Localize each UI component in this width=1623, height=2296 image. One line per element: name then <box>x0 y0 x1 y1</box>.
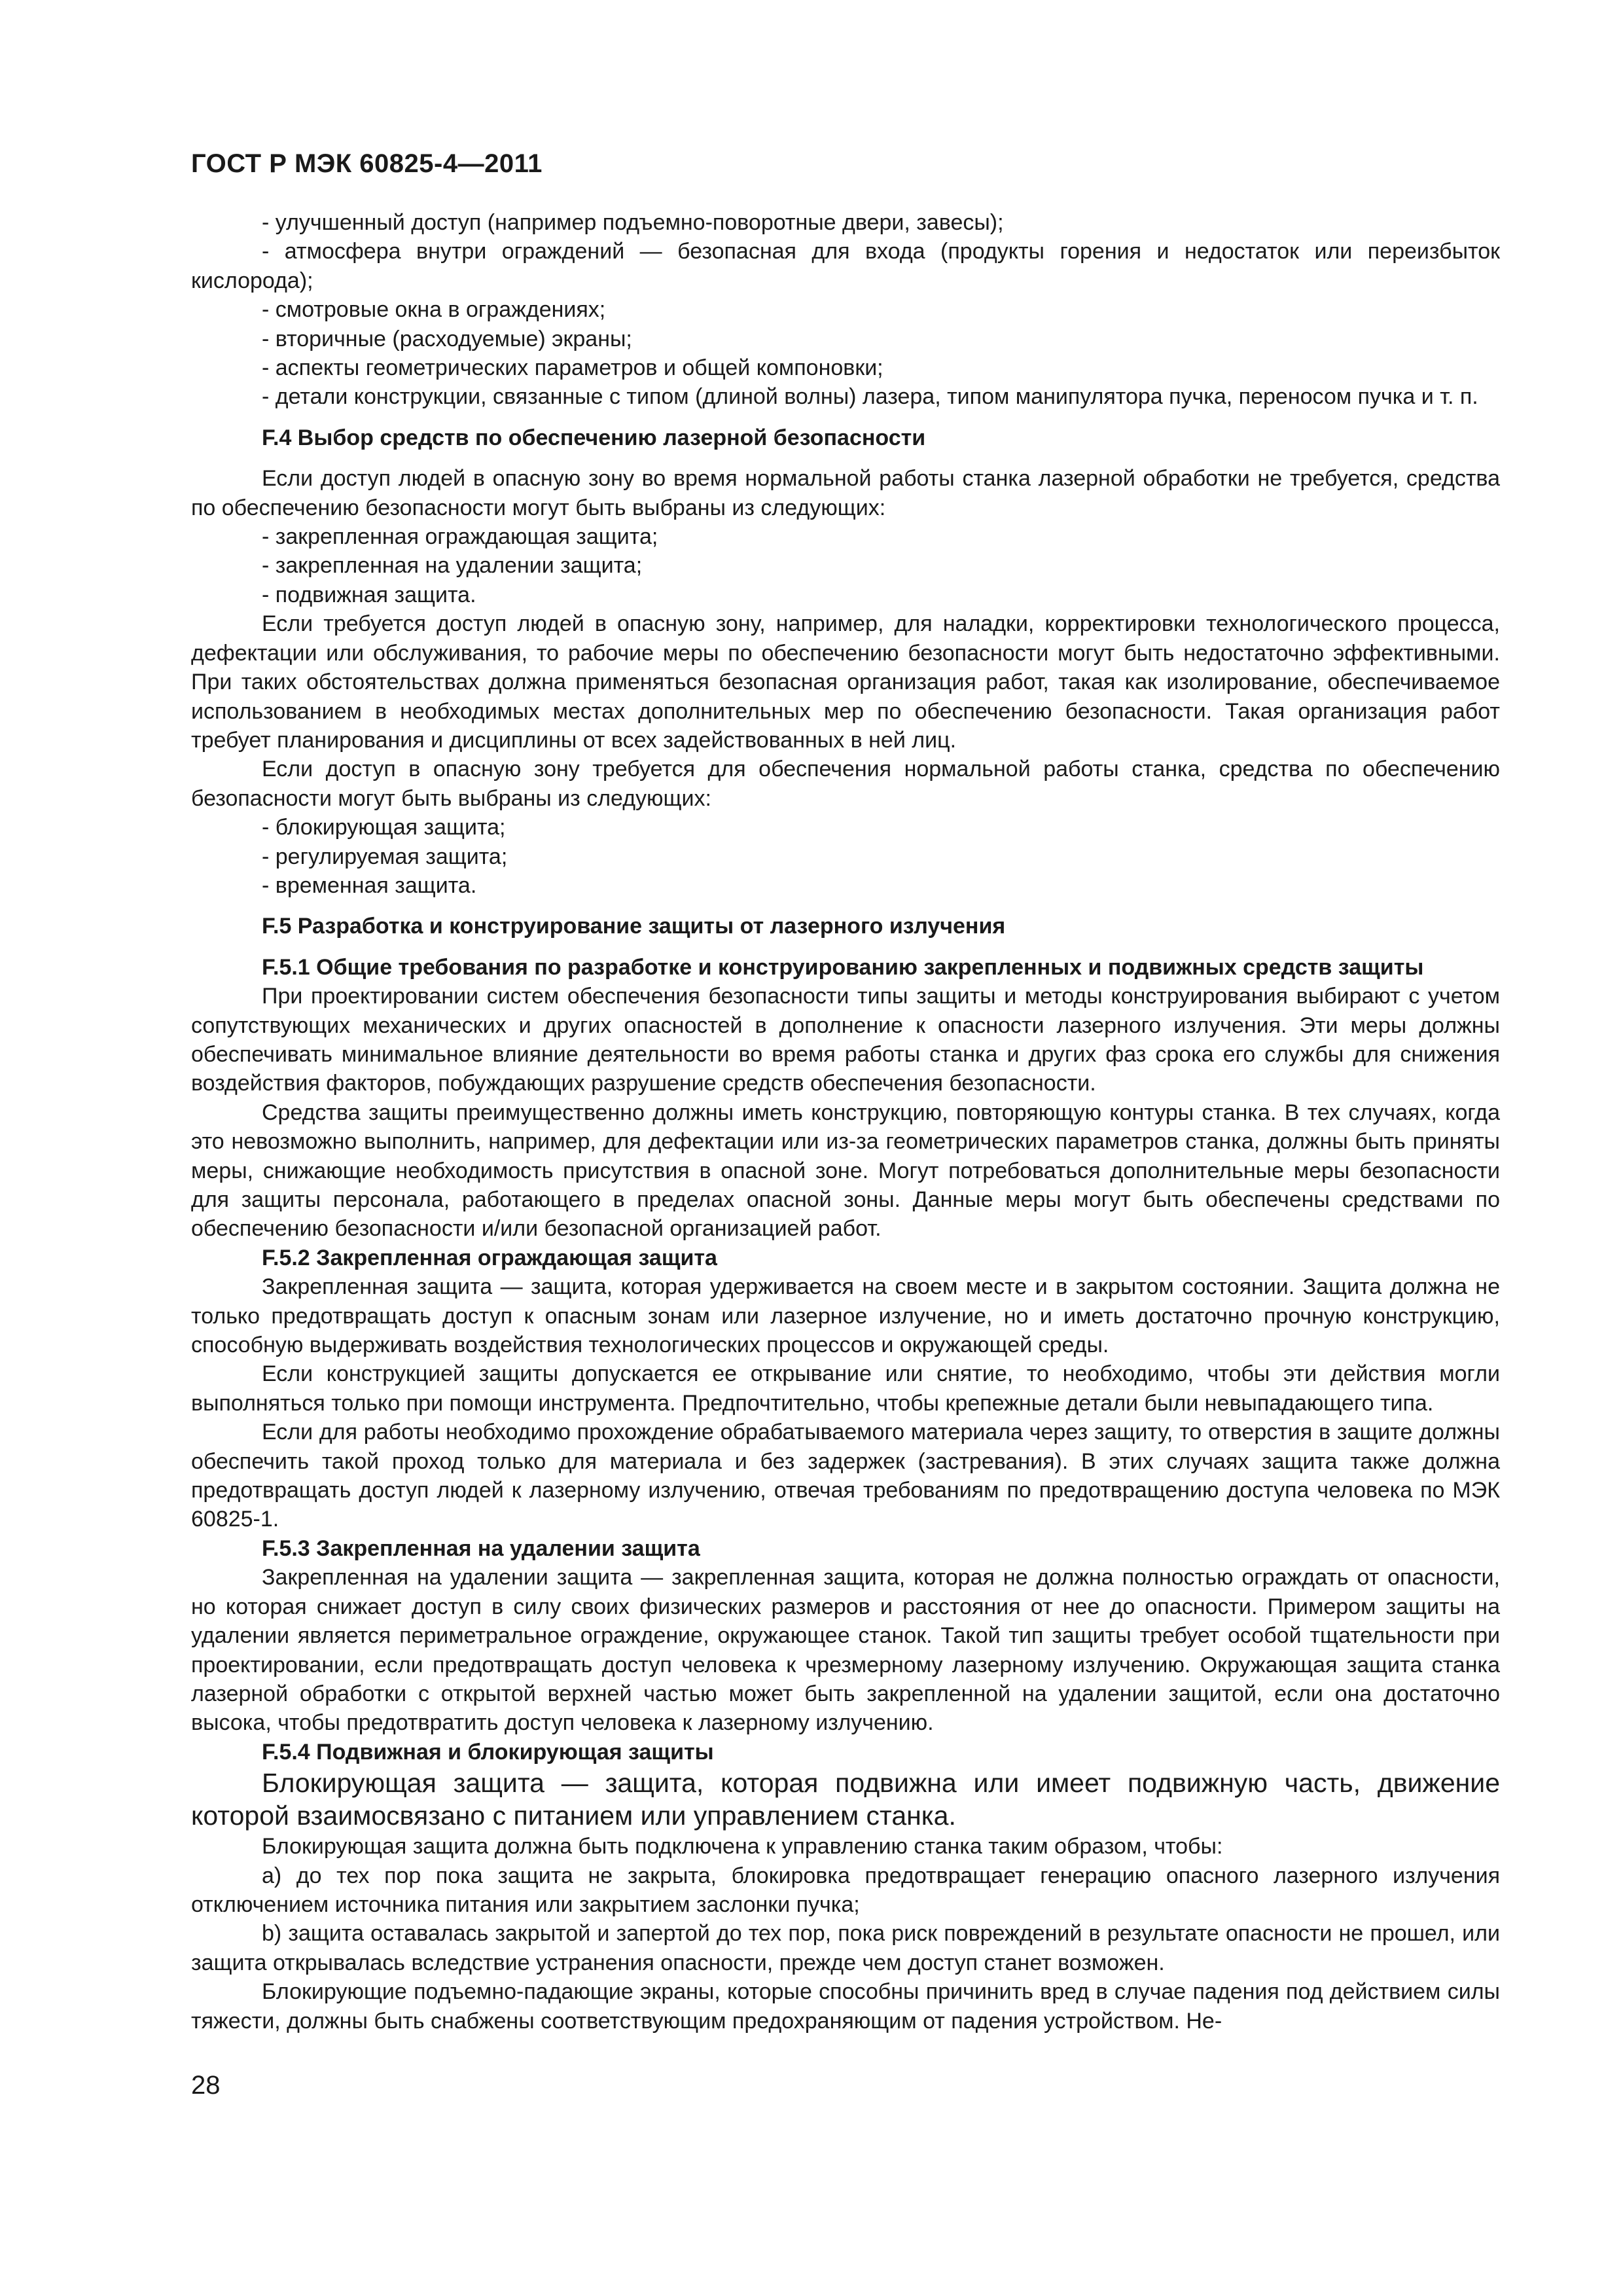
subsection-heading-f5-4: F.5.4 Подвижная и блокирующая защиты <box>262 1739 714 1765</box>
list-item-b: b) защита оставалась закрытой и запертой до тех пор, пока риск повреждений в результате опасности не прошел, или защита открывалась вследствие устранения опасности, прежде чем доступ станет возможен. <box>191 1921 1500 1975</box>
paragraph: Закрепленная на удалении защита — закрепленная защита, которая не должна полностью ограждать от опасности, но которая снижает доступ в силу своих физических размеров и расстояния от нее до опасности. Примером защиты на удалении является периметральное ограждение, окружающее станок. Такой тип защиты требует особой тщательности при проектировании, если предотвращать доступ человека к чрезмерному лазерному излучению. Окружающая защита станка лазерной обработки с открытой верхней частью может быть закрепленной на удалении защитой, если она достаточно высока, чтобы предотвратить доступ человека к лазерному излучению. <box>191 1565 1500 1736</box>
list-item: - закрепленная ограждающая защита; <box>262 524 658 550</box>
section-heading-f5: F.5 Разработка и конструирование защиты от лазерного излучения <box>262 914 1006 939</box>
paragraph: Если для работы необходимо прохождение обрабатываемого материала через защиту, то отверстия в защите должны обеспечить такой проход только для материала и без задержек (застревания). В этих случаях защита также должна предотвращать доступ людей к лазерному излучению, отвечая требованиям по предотвращению доступа человека по МЭК 60825-1. <box>191 1420 1500 1532</box>
list-item: - детали конструкции, связанные с типом (длиной волны) лазера, типом манипулятора пучка, переносом пучка и т. п. <box>262 384 1478 410</box>
list-item: - атмосфера внутри ограждений — безопасная для входа (продукты горения и недостаток или переизбыток кислорода); <box>191 239 1500 293</box>
subsection-heading-f5-1: F.5.1 Общие требования по разработке и конструированию закрепленных и подвижных средств защиты <box>262 954 1424 980</box>
list-item-a: а) до тех пор пока защита не закрыта, блокировка предотвращает генерацию опасного лазерного излучения отключением источника питания или закрытием заслонки пучка; <box>191 1863 1500 1917</box>
paragraph: Закрепленная защита — защита, которая удерживается на своем месте и в закрытом состоянии. Защита должна не только предотвращать доступ к опасным зонам или лазерное излучение, но и иметь достаточно прочную конструкцию, способную выдерживать воздействия технологических процессов и окружающей среды. <box>191 1274 1500 1358</box>
paragraph: Если требуется доступ людей в опасную зону, например, для наладки, корректировки технологического процесса, дефектации или обслуживания, то рабочие меры по обеспечению безопасности могут быть недостаточно эффективными. При таких обстоятельствах должна применяться безопасная организация работ, такая как изолирование, обеспечиваемое использованием в необходимых местах дополнительных мер по обеспечению безопасности. Такая организация работ требует планирования и дисциплины от всех задействованных в ней лиц. <box>191 611 1500 753</box>
list-item: - блокирующая защита; <box>262 815 506 840</box>
section-heading-f4: F.4 Выбор средств по обеспечению лазерной безопасности <box>262 425 926 450</box>
subsection-heading-f5-3: F.5.3 Закрепленная на удалении защита <box>262 1535 700 1561</box>
paragraph: Если доступ в опасную зону требуется для обеспечения нормальной работы станка, средства по обеспечению безопасности могут быть выбраны из следующих: <box>191 757 1500 811</box>
list-item: - аспекты геометрических параметров и общей компоновки; <box>262 355 883 381</box>
paragraph-definition: Блокирующая защита — защита, которая подвижна или имеет подвижную часть, движение которой взаимосвязано с питанием или управлением станка. <box>191 1768 1500 1831</box>
list-item: - вторичные (расходуемые) экраны; <box>262 326 632 351</box>
subsection-heading-f5-2: F.5.2 Закрепленная ограждающая защита <box>262 1245 717 1270</box>
list-item: - временная защита. <box>262 872 477 898</box>
paragraph: При проектировании систем обеспечения безопасности типы защиты и методы конструирования выбирают с учетом сопутствующих механических и других опасностей в дополнение к опасности лазерного излучения. Эти меры должны обеспечивать минимальное влияние деятельности во время работы станка и других фаз срока его службы для снижения воздействия факторов, побуждающих разрушение средств обеспечения безопасности. <box>191 984 1500 1096</box>
page-number: 28 <box>191 2071 221 2100</box>
standard-header: ГОСТ Р МЭК 60825-4—2011 <box>191 149 543 178</box>
list-item: - закрепленная на удалении защита; <box>262 553 643 579</box>
paragraph: Блокирующие подъемно-падающие экраны, которые способны причинить вред в случае падения под действием силы тяжести, должны быть снабжены соответствующим предохраняющим от падения устройством. Не- <box>191 1979 1500 2034</box>
list-item: - улучшенный доступ (например подъемно-поворотные двери, завесы); <box>262 210 1004 235</box>
list-item: - регулируемая защита; <box>262 844 508 869</box>
list-item: - смотровые окна в ограждениях; <box>262 297 606 323</box>
page-content <box>191 208 1500 2036</box>
list-item: - подвижная защита. <box>262 582 476 607</box>
paragraph: Если доступ людей в опасную зону во время нормальной работы станка лазерной обработки не требуется, средства по обеспечению безопасности могут быть выбраны из следующих: <box>191 466 1500 520</box>
paragraph: Если конструкцией защиты допускается ее открывание или снятие, то необходимо, чтобы эти действия могли выполняться только при помощи инструмента. Предпочтительно, чтобы крепежные детали были невыпадающего типа. <box>191 1361 1500 1416</box>
paragraph: Блокирующая защита должна быть подключена к управлению станка таким образом, чтобы: <box>262 1834 1223 1859</box>
paragraph: Средства защиты преимущественно должны иметь конструкцию, повторяющую контуры станка. В тех случаях, когда это невозможно выполнить, например, для дефектации или из-за геометрических параметров станка, должны быть приняты меры, снижающие необходимость присутствия в опасной зоне. Могут потребоваться дополнительные меры безопасности для защиты персонала, работающего в пределах опасной зоны. Данные меры могут быть обеспечены средствами по обеспечению безопасности и/или безопасной организацией работ. <box>191 1100 1500 1242</box>
